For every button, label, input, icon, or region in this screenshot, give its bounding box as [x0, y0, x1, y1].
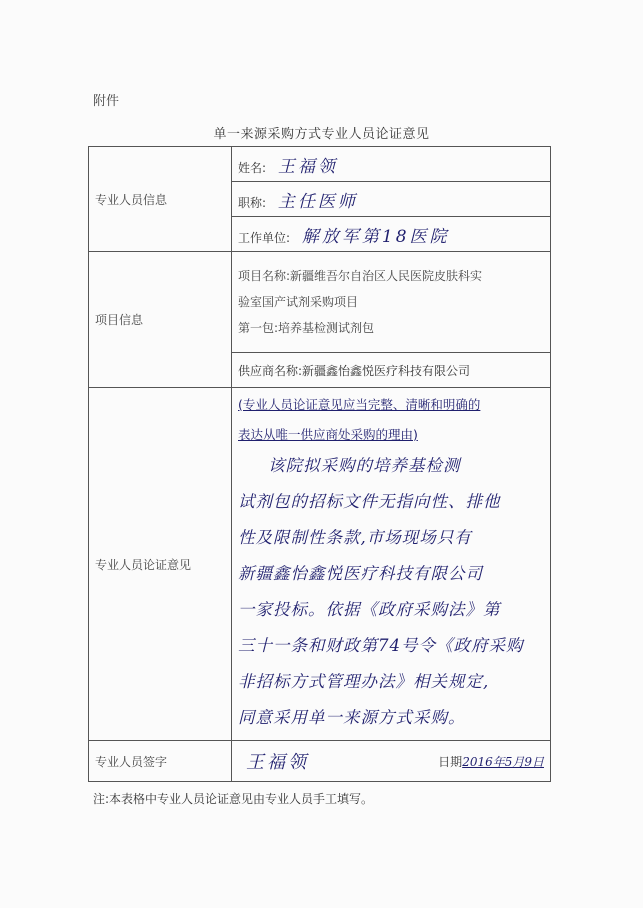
unit-label: 工作单位:	[238, 230, 291, 245]
date-group	[438, 753, 544, 770]
project-detail-cell	[232, 252, 551, 353]
opinion-line: 新疆鑫怡鑫悦医疗科技有限公司	[238, 564, 483, 583]
project-name-line2: 验室国产试剂采购项目	[238, 295, 359, 309]
signature-cell	[232, 741, 551, 782]
supplier-cell	[232, 353, 551, 388]
date-label: 日期	[438, 754, 463, 769]
title-label: 职称:	[238, 195, 267, 210]
signature-text: 王福领	[246, 752, 309, 773]
opinion-cell	[232, 388, 551, 741]
project-info-label: 项目信息	[89, 252, 232, 388]
opinion-line: 非招标方式管理办法》相关规定,	[238, 672, 490, 691]
opinion-hint-line2: 表达从唯一供应商处采购的理由)	[238, 427, 418, 442]
unit-row	[232, 217, 551, 252]
opinion-hint-line1: (专业人员论证意见应当完整、清晰和明确的	[238, 397, 481, 412]
expert-info-label: 专业人员信息	[89, 147, 232, 252]
footnote: 注:本表格中专业人员论证意见由专业人员手工填写。	[93, 792, 374, 806]
opinion-line: 性及限制性条款,市场现场只有	[238, 528, 472, 547]
handwritten-opinion	[238, 448, 544, 736]
title-row	[232, 182, 551, 217]
name-row	[232, 147, 551, 182]
opinion-label: 专业人员论证意见	[89, 388, 232, 741]
form-title: 单一来源采购方式专业人员论证意见	[213, 127, 430, 142]
attachment-label: 附件	[93, 94, 120, 109]
opinion-line: 该院拟采购的培养基检测	[268, 456, 461, 475]
title-value: 主任医师	[277, 191, 358, 212]
opinion-line: 试剂包的招标文件无指向性、排他	[238, 492, 501, 511]
opinion-line: 同意采用单一来源方式采购。	[238, 708, 466, 727]
supplier-line: 供应商名称:新疆鑫怡鑫悦医疗科技有限公司	[238, 363, 471, 378]
date-value: 2016年5月9日	[462, 754, 544, 769]
name-label: 姓名:	[238, 160, 267, 175]
name-value: 王福领	[277, 156, 338, 177]
opinion-form-table	[88, 146, 551, 782]
opinion-line: 三十一条和财政第74号令《政府采购	[238, 636, 524, 655]
unit-value: 解放军第18医院	[301, 226, 450, 247]
opinion-line: 一家投标。依据《政府采购法》第	[238, 600, 501, 619]
signature-label: 专业人员签字	[89, 741, 232, 782]
package-line: 第一包:培养基检测试剂包	[238, 321, 375, 335]
project-name-line1: 项目名称:新疆维吾尔自治区人民医院皮肤科实	[238, 269, 483, 283]
